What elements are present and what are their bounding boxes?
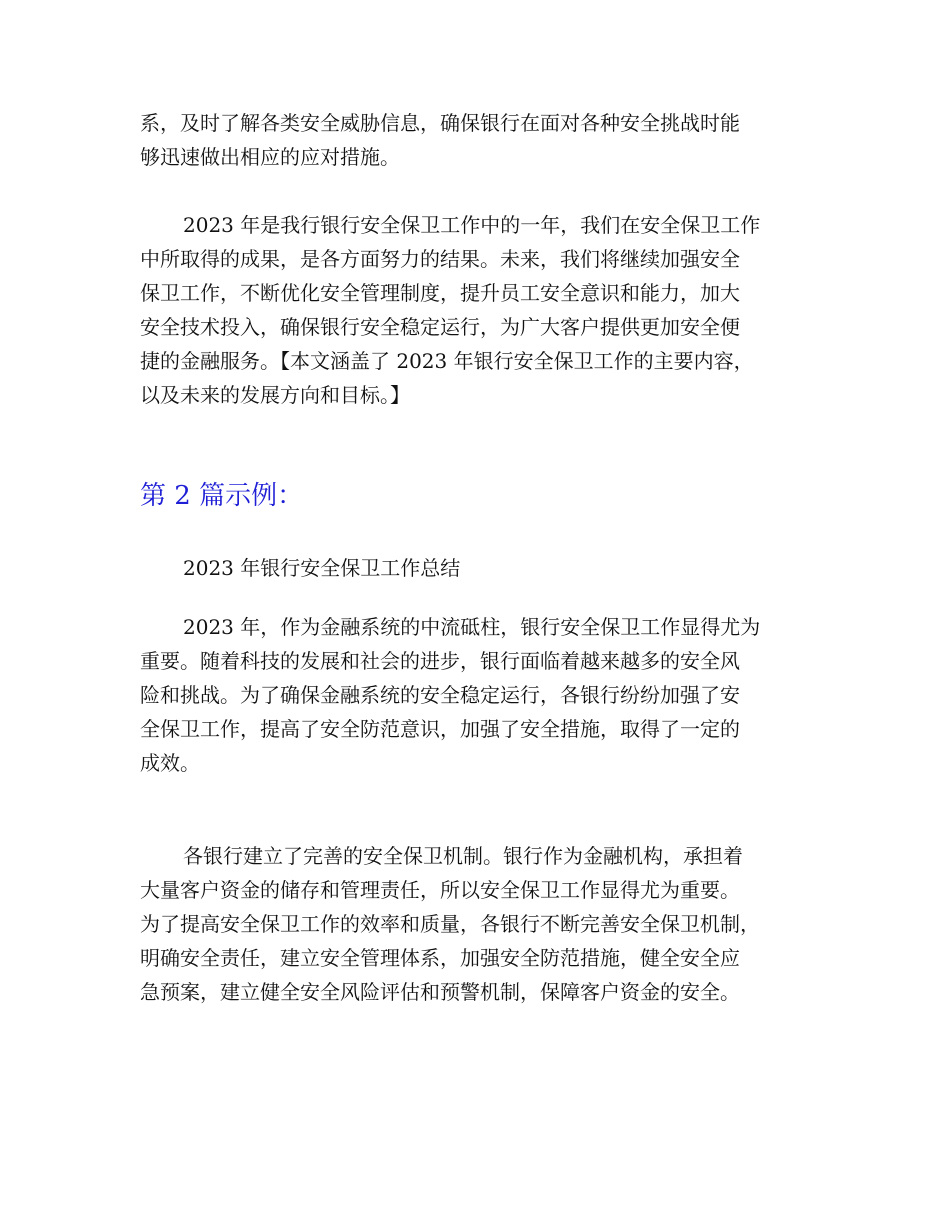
- text-line: 捷的金融服务。【本文涵盖了 2023 年银行安全保卫工作的主要内容，: [140, 349, 754, 373]
- text-line: 系，及时了解各类安全威胁信息，确保银行在面对各种安全挑战时能: [140, 111, 740, 135]
- text-line: 各银行建立了完善的安全保卫机制。银行作为金融机构，承担着: [183, 844, 743, 868]
- paragraph-3: [140, 610, 830, 780]
- text-line: 安全技术投入，确保银行安全稳定运行，为广大客户提供更加安全便: [140, 315, 740, 339]
- text-line: 保卫工作，不断优化安全管理制度，提升员工安全意识和能力，加大: [140, 281, 740, 305]
- text-line: 急预案，建立健全安全风险评估和预警机制，保障客户资金的安全。: [140, 980, 740, 1004]
- section-heading: 第 2 篇示例：: [140, 481, 304, 511]
- text-line: 中所取得的成果，是各方面努力的结果。未来，我们将继续加强安全: [140, 247, 740, 271]
- text-line: 全保卫工作，提高了安全防范意识，加强了安全措施，取得了一定的: [140, 717, 740, 741]
- text-line: 够迅速做出相应的应对措施。: [140, 145, 400, 169]
- paragraph-2: [140, 208, 830, 412]
- text-line: 以及未来的发展方向和目标。】: [140, 383, 410, 407]
- text-line: 2023 年，作为金融系统的中流砥柱，银行安全保卫工作显得尤为: [183, 615, 761, 639]
- paragraph-4: [140, 839, 830, 1009]
- text-line: 明确安全责任，建立安全管理体系，加强安全防范措施，健全安全应: [140, 946, 740, 970]
- paragraph-1: [140, 106, 830, 174]
- text-line: 重要。随着科技的发展和社会的进步，银行面临着越来越多的安全风: [140, 649, 740, 673]
- text-line: 大量客户资金的储存和管理责任，所以安全保卫工作显得尤为重要。: [140, 878, 740, 902]
- text-line: 为了提高安全保卫工作的效率和质量，各银行不断完善安全保卫机制，: [140, 912, 760, 936]
- text-line: 2023 年银行安全保卫工作总结: [183, 556, 461, 580]
- text-line: 2023 年是我行银行安全保卫工作中的一年，我们在安全保卫工作: [183, 213, 761, 237]
- text-line: 成效。: [140, 751, 200, 775]
- paragraph-title: [140, 551, 830, 585]
- text-line: 险和挑战。为了确保金融系统的安全稳定运行，各银行纷纷加强了安: [140, 683, 740, 707]
